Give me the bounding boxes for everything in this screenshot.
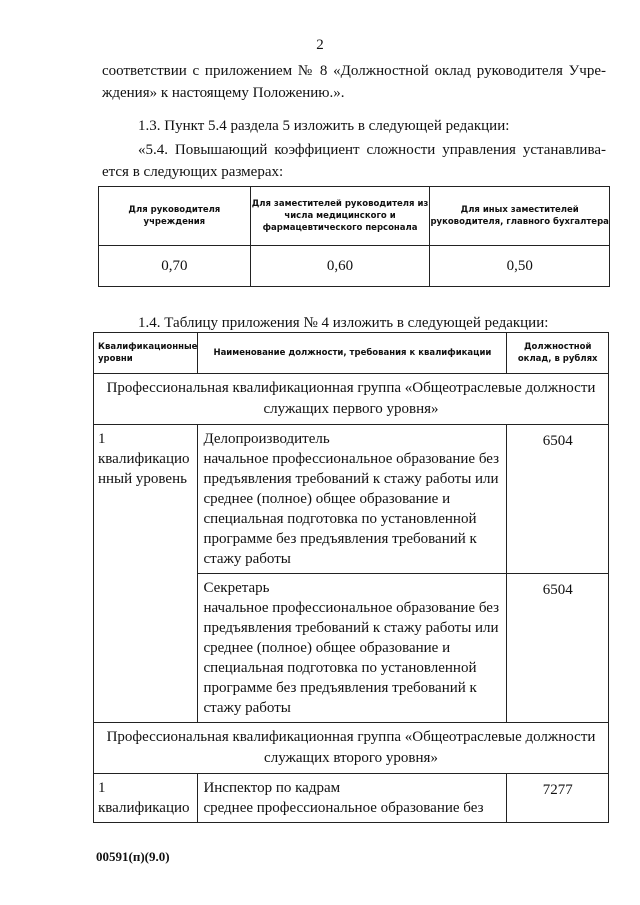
table-row xyxy=(94,425,609,574)
salary-header-salary: Должностной оклад, в рублях xyxy=(507,333,609,374)
coefficient-table-value-row xyxy=(99,246,610,287)
level-line: нный уровень xyxy=(98,471,187,487)
position-title: Секретарь xyxy=(203,580,270,596)
position-requirement-line: предъявления требований к стажу работы или xyxy=(203,471,499,487)
salary-table-header-row xyxy=(94,333,609,374)
salary-table xyxy=(93,332,609,823)
position-requirement-line: предъявления требований к стажу работы или xyxy=(203,620,499,636)
coefficient-table-header-row xyxy=(99,187,610,246)
paragraph-1-4: 1.4. Таблицу приложения № 4 изложить в следующей редакции: xyxy=(138,315,549,331)
group-row xyxy=(94,374,609,425)
position-cell xyxy=(198,425,507,574)
level-line: квалификацио xyxy=(98,451,190,467)
coefficient-table xyxy=(98,186,610,287)
position-requirement-line: среднее (полное) общее образование и xyxy=(203,640,451,656)
position-requirement-line: программе без предъявления требований к xyxy=(203,680,477,696)
coefficient-value-medical-deputies: 0,60 xyxy=(250,246,430,287)
paragraph-5-4: «5.4. Повышающий коэффициент сложности управления устанавлива-ется в следующих размерах: xyxy=(102,142,606,180)
paragraph-1-3: 1.3. Пункт 5.4 раздела 5 изложить в следующей редакции: xyxy=(138,118,510,134)
position-requirement-line: среднее профессиональное образование без xyxy=(203,800,484,816)
level-line: 1 xyxy=(98,431,106,447)
position-requirement-line: специальная подготовка по установленной xyxy=(203,660,477,676)
level-line: квалификацио xyxy=(98,800,190,816)
coefficient-header-other-deputies: Для иных заместителей руководителя, главного бухгалтера xyxy=(430,187,610,246)
coefficient-value-other-deputies: 0,50 xyxy=(430,246,610,287)
group-title: Профессиональная квалификационная группа «Общеотраслевые должности служащих второго уровня» xyxy=(94,723,609,774)
position-requirement-line: стажу работы xyxy=(203,551,291,567)
position-requirement-line: стажу работы xyxy=(203,700,291,716)
salary-header-levels: Квалификационные уровни xyxy=(94,333,198,374)
document-code: 00591(п)(9.0) xyxy=(96,849,170,864)
level-line: 1 xyxy=(98,780,106,796)
coefficient-header-medical-deputies: Для заместителей руководителя из числа медицинского и фармацевтического персонала xyxy=(250,187,430,246)
position-requirement-line: специальная подготовка по установленной xyxy=(203,511,477,527)
table-row xyxy=(94,774,609,823)
qualification-level-cell xyxy=(94,774,198,823)
coefficient-header-head: Для руководителя учреждения xyxy=(99,187,251,246)
position-requirement-line: начальное профессиональное образование без xyxy=(203,600,500,616)
position-cell xyxy=(198,574,507,723)
position-title: Делопроизводитель xyxy=(203,431,330,447)
group-title: Профессиональная квалификационная группа «Общеотраслевые должности служащих первого уровня» xyxy=(94,374,609,425)
paragraph-continuation: соответствии с приложением № 8 «Должностной оклад руководителя Учре-ждения» к настоящему Положению.». xyxy=(102,63,606,101)
position-title: Инспектор по кадрам xyxy=(203,780,341,796)
position-requirement-line: программе без предъявления требований к xyxy=(203,531,477,547)
salary-cell: 6504 xyxy=(507,425,609,574)
salary-header-positions: Наименование должности, требования к квалификации xyxy=(198,333,507,374)
group-row xyxy=(94,723,609,774)
qualification-level-cell xyxy=(94,425,198,723)
salary-cell: 6504 xyxy=(507,574,609,723)
position-cell xyxy=(198,774,507,823)
position-requirement-line: среднее (полное) общее образование и xyxy=(203,491,451,507)
salary-cell: 7277 xyxy=(507,774,609,823)
page-number: 2 xyxy=(316,37,324,53)
coefficient-value-head: 0,70 xyxy=(99,246,251,287)
position-requirement-line: начальное профессиональное образование без xyxy=(203,451,500,467)
